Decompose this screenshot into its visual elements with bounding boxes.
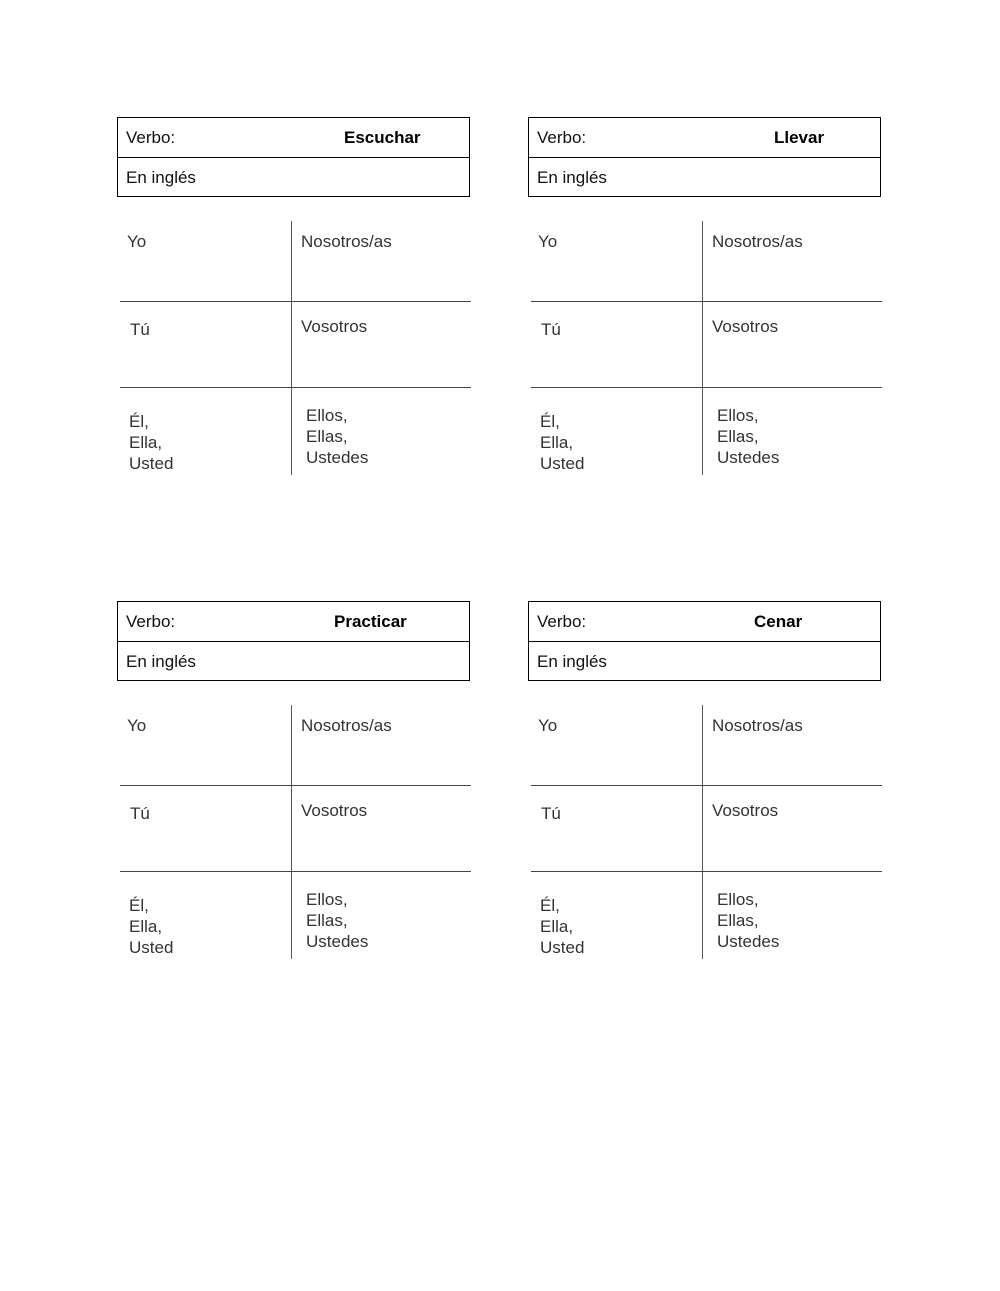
pronoun-yo: Yo <box>538 716 558 735</box>
pronoun-ellos: Ellos, <box>306 890 348 909</box>
verb-label: Verbo: <box>537 128 587 147</box>
pronoun-ustedes: Ustedes <box>717 932 780 951</box>
verb-header-box <box>528 117 881 197</box>
pronoun-ustedes: Ustedes <box>306 932 369 951</box>
pronoun-ellas: Ellas, <box>306 427 348 446</box>
conjugation-card <box>528 601 881 961</box>
pronoun-yo: Yo <box>127 716 147 735</box>
pronoun-vosotros: Vosotros <box>301 801 368 820</box>
conjugation-card <box>528 117 881 477</box>
pronoun-usted: Usted <box>540 454 585 473</box>
pronoun-el-ella-usted <box>129 895 173 958</box>
conjugation-grid <box>117 221 471 475</box>
pronoun-el: Él, <box>540 896 560 915</box>
pronoun-ustedes: Ustedes <box>306 448 369 467</box>
verb-label: Verbo: <box>537 612 587 631</box>
english-row[interactable] <box>529 642 880 681</box>
conjugation-card <box>117 601 470 961</box>
pronoun-el: Él, <box>540 412 560 431</box>
english-row[interactable] <box>529 158 880 197</box>
pronoun-ellas: Ellas, <box>717 911 759 930</box>
pronoun-ella: Ella, <box>129 917 163 936</box>
pronoun-vosotros: Vosotros <box>301 317 368 336</box>
verb-row <box>529 602 880 642</box>
pronoun-el-ella-usted <box>129 411 173 474</box>
english-label: En inglés <box>126 652 196 671</box>
pronoun-usted: Usted <box>540 938 585 957</box>
pronoun-vosotros: Vosotros <box>712 801 779 820</box>
pronoun-ellas: Ellas, <box>717 427 759 446</box>
pronoun-yo: Yo <box>538 232 558 251</box>
pronoun-el-ella-usted <box>540 895 584 958</box>
pronoun-tu: Tú <box>130 804 150 823</box>
divider <box>531 387 882 388</box>
verb-name: Cenar <box>754 612 803 631</box>
pronoun-nosotros: Nosotros/as <box>301 232 392 251</box>
pronoun-el: Él, <box>129 412 149 431</box>
pronoun-ellos-ellas-ustedes <box>306 405 368 468</box>
divider <box>120 871 471 872</box>
divider <box>531 301 882 302</box>
english-label: En inglés <box>537 652 607 671</box>
divider <box>531 871 882 872</box>
pronoun-ella: Ella, <box>540 917 574 936</box>
pronoun-usted: Usted <box>129 938 174 957</box>
verb-header-box <box>528 601 881 681</box>
pronoun-tu: Tú <box>541 804 561 823</box>
verb-name: Practicar <box>334 612 407 631</box>
pronoun-nosotros: Nosotros/as <box>712 716 803 735</box>
pronoun-tu: Tú <box>130 320 150 339</box>
pronoun-ellos-ellas-ustedes <box>717 889 779 952</box>
verb-row <box>118 602 469 642</box>
pronoun-ellos-ellas-ustedes <box>306 889 368 952</box>
divider <box>120 387 471 388</box>
english-label: En inglés <box>126 168 196 187</box>
divider <box>120 301 471 302</box>
pronoun-ustedes: Ustedes <box>717 448 780 467</box>
pronoun-ella: Ella, <box>129 433 163 452</box>
pronoun-ellos: Ellos, <box>306 406 348 425</box>
pronoun-usted: Usted <box>129 454 174 473</box>
verb-row <box>118 118 469 158</box>
verb-header-box <box>117 601 470 681</box>
pronoun-ellas: Ellas, <box>306 911 348 930</box>
divider <box>291 221 292 475</box>
english-row[interactable] <box>118 642 469 681</box>
conjugation-grid <box>117 705 471 959</box>
pronoun-ellos-ellas-ustedes <box>717 405 779 468</box>
pronoun-ellos: Ellos, <box>717 406 759 425</box>
pronoun-vosotros: Vosotros <box>712 317 779 336</box>
pronoun-el-ella-usted <box>540 411 584 474</box>
verb-label: Verbo: <box>126 128 176 147</box>
conjugation-grid <box>528 221 882 475</box>
divider <box>702 705 703 959</box>
conjugation-grid <box>528 705 882 959</box>
divider <box>702 221 703 475</box>
pronoun-nosotros: Nosotros/as <box>301 716 392 735</box>
pronoun-ellos: Ellos, <box>717 890 759 909</box>
pronoun-tu: Tú <box>541 320 561 339</box>
verb-name: Llevar <box>774 128 825 147</box>
divider <box>531 785 882 786</box>
verb-header-box <box>117 117 470 197</box>
conjugation-card <box>117 117 470 477</box>
pronoun-yo: Yo <box>127 232 147 251</box>
divider <box>291 705 292 959</box>
verb-label: Verbo: <box>126 612 176 631</box>
english-label: En inglés <box>537 168 607 187</box>
english-row[interactable] <box>118 158 469 197</box>
divider <box>120 785 471 786</box>
pronoun-ella: Ella, <box>540 433 574 452</box>
pronoun-nosotros: Nosotros/as <box>712 232 803 251</box>
pronoun-el: Él, <box>129 896 149 915</box>
verb-name: Escuchar <box>344 128 421 147</box>
verb-row <box>529 118 880 158</box>
